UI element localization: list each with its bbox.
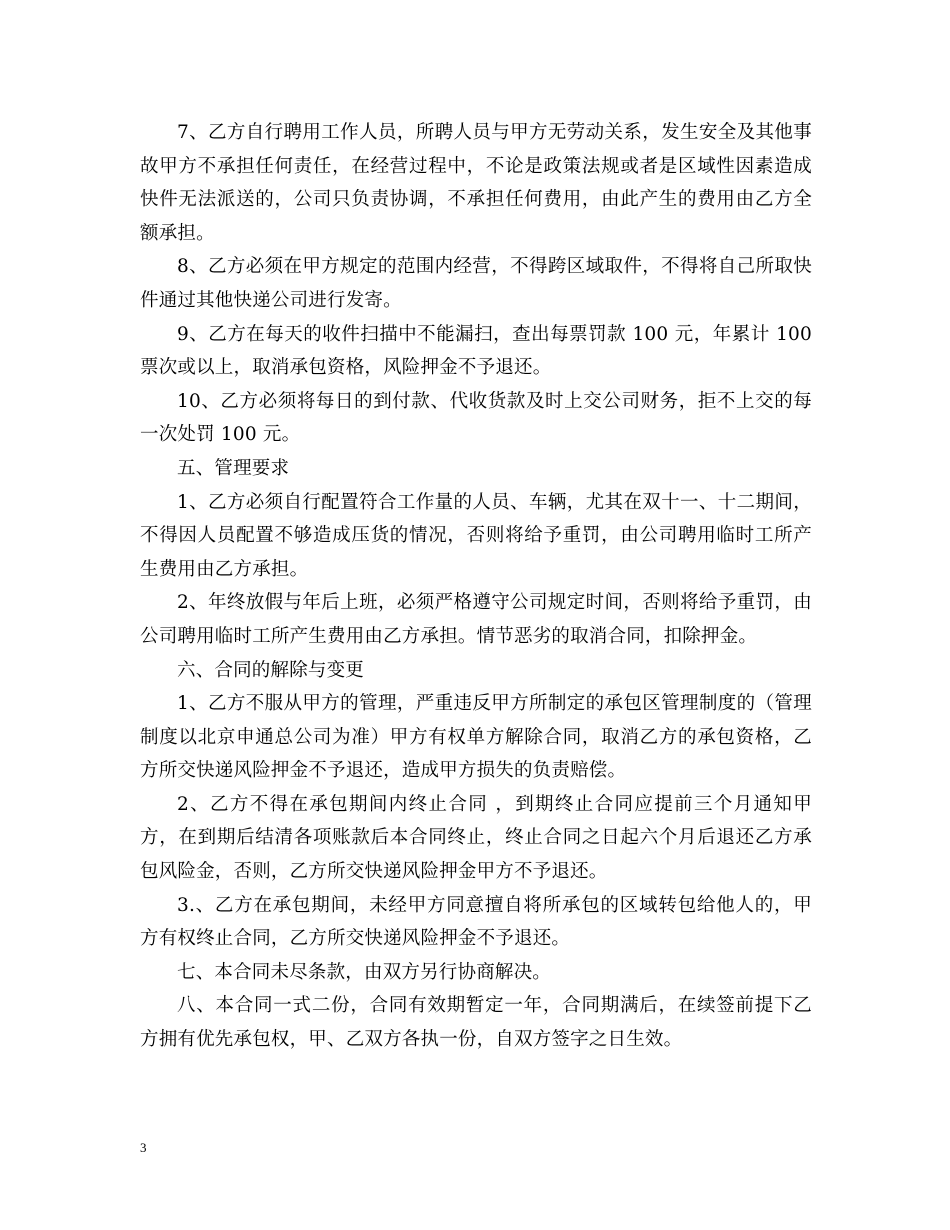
clause-9-scan-penalty: 9、乙方在每天的收件扫描中不能漏扫，查出每票罚款 100 元，年累计 100 票次或以上，取消承包资格，风险押金不予退还。 [140,323,812,379]
section-7-statement: 七、本合同未尽条款，由双方另行协商解决。 [177,961,552,983]
clause-8-business-scope: 8、乙方必须在甲方规定的范围内经营，不得跨区域取件，不得将自己所取快件通过其他快递公司进行发寄。 [140,256,812,311]
termination-clause-1: 1、乙方不服从甲方的管理，严重违反甲方所制定的承包区管理制度的（管理制度以北京申通总公司为准）甲方有权单方解除合同，取消乙方的承包资格，乙方所交快递风险押金不予退还，造成甲方损失的负责赔偿。 [140,693,812,782]
section-5-heading: 五、管理要求 [177,457,290,479]
section-6-heading: 六、合同的解除与变更 [177,659,365,681]
clause-10-payment-submission: 10、乙方必须将每日的到付款、代收货款及时上交公司财务，拒不上交的每一次处罚 100 元。 [140,390,812,446]
termination-clause-3: 3.、乙方在承包期间，未经甲方同意擅自将所承包的区域转包给他人的，甲方有权终止合同，乙方所交快递风险押金不予退还。 [140,894,812,950]
document-body [140,116,812,1057]
clause-7-employment: 7、乙方自行聘用工作人员，所聘人员与甲方无劳动关系，发生安全及其他事故甲方不承担任何责任，在经营过程中，不论是政策法规或者是区域性因素造成快件无法派送的，公司只负责协调，不承担任何费用，由此产生的费用由乙方全额承担。 [140,122,812,244]
management-clause-2: 2、年终放假与年后上班，必须严格遵守公司规定时间，否则将给予重罚，由公司聘用临时工所产生费用由乙方承担。情节恶劣的取消合同，扣除押金。 [140,592,812,647]
page-number: 3 [140,1140,147,1155]
section-8-statement: 八、本合同一式二份，合同有效期暂定一年，合同期满后，在续签前提下乙方拥有优先承包权，甲、乙双方各执一份，自双方签字之日生效。 [140,995,812,1051]
termination-clause-2: 2、乙方不得在承包期间内终止合同 ，到期终止合同应提前三个月通知甲方，在到期后结清各项账款后本合同终止，终止合同之日起六个月后退还乙方承包风险金，否则，乙方所交快递风险押金甲方不予退还。 [140,793,812,883]
management-clause-1: 1、乙方必须自行配置符合工作量的人员、车辆，尤其在双十一、十二期间，不得因人员配置不够造成压货的情况，否则将给予重罚，由公司聘用临时工所产生费用由乙方承担。 [140,491,812,580]
